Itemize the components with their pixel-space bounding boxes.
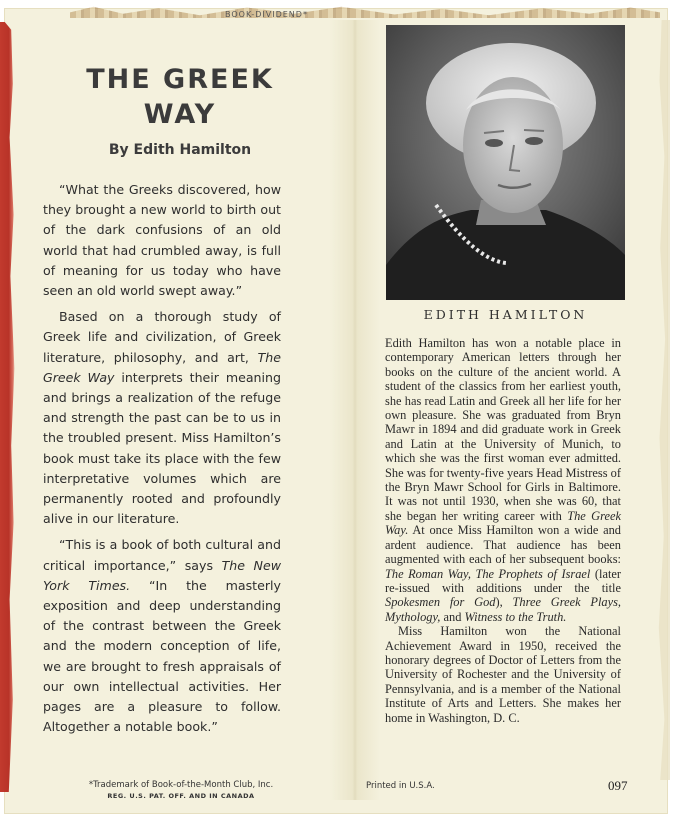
- printed-in-label: Printed in U.S.A.: [366, 781, 435, 791]
- blurb-description: Based on a thorough study of Greek life and civilization, of Greek literature, philosophy, and art, The Greek Way interprets their meaning and brings a realization of the refuge and strength the past can be to us in the troubled present. Miss Hamilton’s book must take its place with the few interpretative volumes which are permanently rooted and profoundly alive in our literature.: [43, 309, 282, 527]
- blurb-quote: “What the Greeks discovered, how they brought a new world to birth out of the dark confusions of an old world that had crumbled away, is full of meaning for us today who have seen an old world swept away.”: [43, 182, 281, 299]
- bio-paragraph-2: Miss Hamilton won the National Achievement Award in 1950, received the honorary degrees of Doctor of Letters from the University of Rochester and the University of Pennsylvania, and is a member of the National Institute of Arts and Letters. She makes her home in Washington, D. C.: [385, 624, 621, 725]
- title-line-2: WAY: [143, 99, 217, 130]
- trademark-notice: [66, 780, 296, 800]
- center-fold: [330, 20, 380, 800]
- book-title-italic: The Greek Way: [43, 349, 281, 385]
- title-line-1: THE GREEK: [86, 64, 274, 95]
- author-bio: [385, 336, 621, 725]
- imprint-label: BOOK-DIVIDEND*: [225, 10, 308, 19]
- book-title: [30, 62, 330, 132]
- portrait-caption: EDITH HAMILTON: [423, 307, 588, 322]
- page-number: 097: [608, 778, 628, 793]
- book-author: By Edith Hamilton: [108, 142, 252, 158]
- blurb-review: “This is a book of both cultural and critical importance,” says The New York Times. “In the masterly exposition and deep understanding of the contrast between the Greek and the modern conception of life, we are brought to fresh appraisals of our own intellectual activities. Her pages are a pleasure to follow. Altogether a notable book.”: [43, 537, 282, 735]
- bio-paragraph-1: Edith Hamilton has won a notable place in contemporary American letters through her books on the culture of the ancient world. A student of the classics from her earliest youth, she has read Latin and Greek all her life for her own pleasure. She was graduated from Bryn Mawr in 1894 and did graduate work in Greek and Latin at the University of Munich, to which she was the first woman ever admitted. She was for twenty-five years Head Mistress of the Bryn Mawr School for Girls in Baltimore. It was not until 1930, when she was 60, that she began her writing career with The Greek Way. At once Miss Hamilton won a wide and ardent audience. That audience has been augmented with each of her subsequent books: The Roman Way, The Prophets of Israel (later re-issued with additions under the title Spokesmen for God), Three Greek Plays, Mythology, and Witness to the Truth.: [385, 336, 622, 624]
- trademark-line: *Trademark of Book-of-the-Month Club, Inc.: [88, 780, 274, 790]
- registration-line: REG. U.S. PAT. OFF. AND IN CANADA: [107, 792, 255, 800]
- author-portrait: [386, 25, 625, 300]
- review-source: The New York Times.: [43, 557, 281, 593]
- portrait-illustration: [386, 25, 625, 300]
- blurb-column: [43, 180, 281, 743]
